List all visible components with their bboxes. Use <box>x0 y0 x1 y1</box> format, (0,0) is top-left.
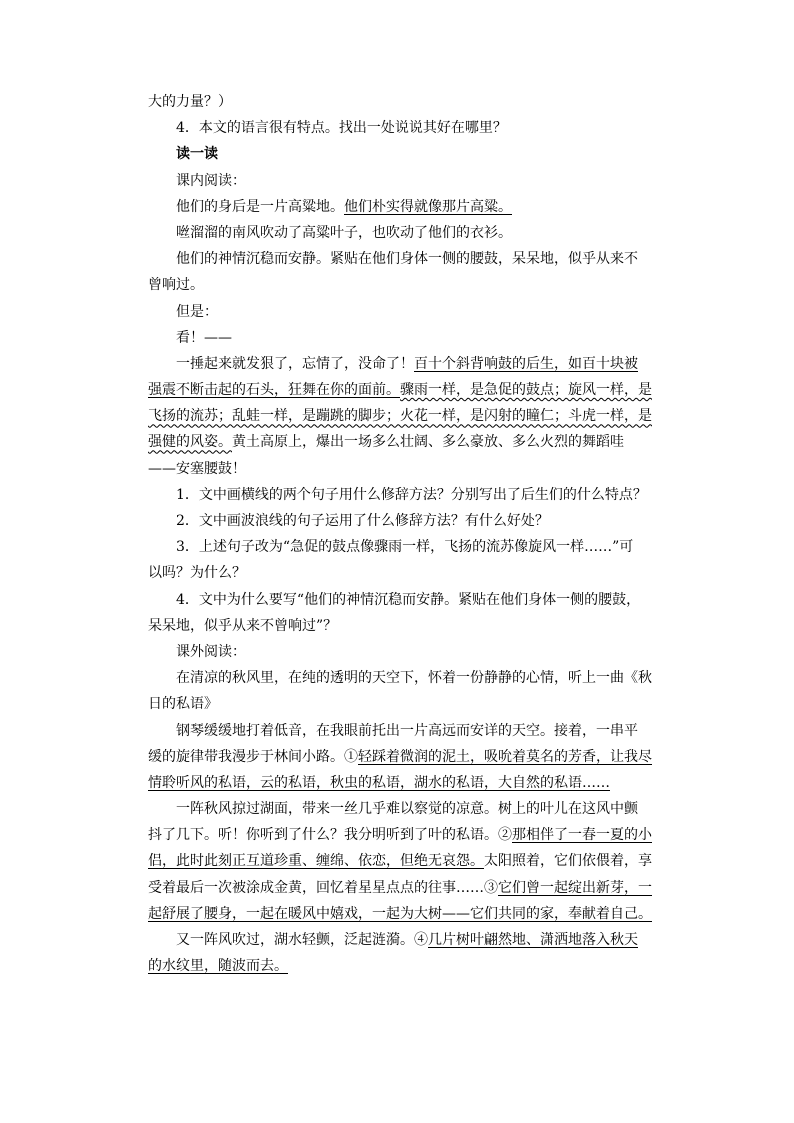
text-line <box>148 299 650 325</box>
text-segment: 钢琴缓缓地打着低音，在我眼前托出一片高远而安详的天空。接着，一串平 <box>176 722 638 739</box>
underlined-sentence: 情聆听风的私语，云的私语，秋虫的私语，湖水的私语，大自然的私语…… <box>148 774 610 791</box>
text-segment: 太阳照着，它们依偎着，享 <box>484 853 652 870</box>
text-line <box>148 953 650 979</box>
text-line <box>148 665 650 691</box>
text-line <box>148 508 650 534</box>
text-line <box>148 168 650 194</box>
text-segment: 在清凉的秋风里，在纯的透明的天空下，怀着一份静静的心情，听上一曲《秋 <box>176 670 652 687</box>
text-line <box>148 246 650 272</box>
text-line <box>148 403 650 429</box>
text-segment: 曾响过。 <box>148 277 204 294</box>
text-line <box>148 115 650 141</box>
text-line <box>148 141 650 167</box>
text-line <box>148 534 650 560</box>
text-segment: 4．本文的语言很有特点。找出一处说说其好在哪里？ <box>176 120 507 137</box>
underlined-sentence: 几片树叶翩然地、潇洒地落入秋天 <box>428 932 638 948</box>
text-line <box>148 613 650 639</box>
text-segment: 1．文中画横线的两个句子用什么修辞方法？分别写出了后生们的什么特点？ <box>176 486 647 503</box>
text-segment: 他们的身后是一片高粱地。 <box>176 198 344 215</box>
text-segment: 又一阵风吹过，湖水轻颤，泛起涟漪。④ <box>176 932 428 948</box>
text-line <box>148 901 650 927</box>
text-segment: 他们的神情沉稳而安静。紧贴在他们身体一侧的腰鼓，呆呆地，似乎从来不 <box>176 251 638 268</box>
underlined-sentence: 强震不断击起的石头，狂舞在你的面前。 <box>148 382 400 399</box>
text-line <box>148 639 650 665</box>
text-line <box>148 744 650 770</box>
text-segment: 黄土高原上，爆出一场多么壮阔、多么豪放、多么火烈的舞蹈哇 <box>232 434 624 451</box>
text-line <box>148 194 650 220</box>
section-heading: 读一读 <box>176 146 218 163</box>
text-line <box>148 875 650 901</box>
text-line <box>148 89 650 115</box>
text-line <box>148 822 650 848</box>
underlined-sentence: 他们朴实得就像那片高粱。 <box>344 198 512 215</box>
text-line <box>148 456 650 482</box>
text-segment: 4．文中为什么要写“他们的神情沉稳而安静。紧贴在他们身体一侧的腰鼓， <box>176 591 641 608</box>
text-segment: 一阵秋风掠过湖面，带来一丝几乎难以察觉的凉意。树上的叶儿在这风中颤 <box>176 801 638 818</box>
text-line <box>148 587 650 613</box>
text-line <box>148 220 650 246</box>
text-segment: 呆呆地，似乎从来不曾响过”？ <box>148 617 338 634</box>
text-segment: 课外阅读： <box>176 643 246 660</box>
text-line <box>148 770 650 796</box>
underlined-sentence: 百十个斜背响鼓的后生，如百十块被 <box>414 355 638 372</box>
text-line <box>148 560 650 586</box>
text-segment: 但是： <box>176 303 218 320</box>
text-line <box>148 272 650 298</box>
wavy-underlined-sentence: 骤雨一样，是急促的鼓点；旋风一样，是 <box>400 382 652 399</box>
text-line <box>148 351 650 377</box>
text-segment: 看！—— <box>176 329 232 346</box>
text-line <box>148 796 650 822</box>
wavy-underlined-sentence: 飞扬的流苏；乱蛙一样，是蹦跳的脚步；火花一样，是闪射的瞳仁；斗虎一样，是 <box>148 408 652 425</box>
underlined-sentence: 侣，此时此刻正互道珍重、缠绵、依恋，但绝无哀怨。 <box>148 853 484 870</box>
text-line <box>148 482 650 508</box>
underlined-sentence: 的水纹里，随波而去。 <box>148 958 288 975</box>
text-line <box>148 325 650 351</box>
underlined-sentence: 那相伴了一春一夏的小 <box>512 827 652 844</box>
text-segment: 咝溜溜的南风吹动了高粱叶子，也吹动了他们的衣衫。 <box>176 224 512 241</box>
wavy-underlined-sentence: 强健的风姿。 <box>148 434 232 451</box>
text-line <box>148 429 650 455</box>
text-segment: 受着最后一次被涂成金黄，回忆着星星点点的往事……③ <box>148 879 498 896</box>
text-segment: 2．文中画波浪线的句子运用了什么修辞方法？有什么好处？ <box>176 513 549 529</box>
underlined-sentence: 它们曾一起绽出新芽，一 <box>498 879 652 896</box>
text-segment: 缓的旋律带我漫步于林间小路。① <box>148 748 358 765</box>
underlined-sentence: 轻踩着微润的泥土，吸吮着莫名的芳香，让我尽 <box>358 748 652 765</box>
text-segment: ——安塞腰鼓！ <box>148 460 246 477</box>
text-line <box>148 718 650 744</box>
document-page <box>148 89 650 979</box>
text-line <box>148 377 650 403</box>
underlined-sentence: 起舒展了腰身，一起在暖风中嬉戏，一起为大树——它们共同的家，奉献着自己。 <box>148 905 652 922</box>
text-segment: 一捶起来就发狠了，忘情了，没命了！ <box>176 355 414 372</box>
text-segment: 3．上述句子改为“急促的鼓点像骤雨一样，飞扬的流苏像旋风一样……”可 <box>176 539 634 556</box>
text-segment: 课内阅读： <box>176 172 246 189</box>
text-segment: 抖了几下。听！你听到了什么？我分明听到了叶的私语。② <box>148 827 512 844</box>
text-segment: 以吗？为什么？ <box>148 565 246 582</box>
text-segment: 日的私语》 <box>148 696 218 713</box>
text-line <box>148 691 650 717</box>
text-segment: 大的力量？） <box>148 94 232 110</box>
text-line <box>148 927 650 953</box>
text-line <box>148 848 650 874</box>
